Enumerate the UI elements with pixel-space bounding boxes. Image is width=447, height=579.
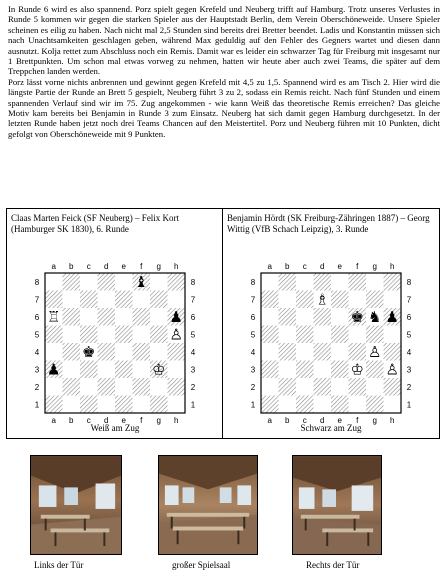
board-square [168,378,186,396]
board-square [296,273,314,291]
board-square [115,343,133,361]
file-label: d [104,416,109,425]
file-label: c [302,262,307,271]
board-square [150,343,168,361]
board-square [80,273,98,291]
file-label: h [390,262,395,271]
board-square [168,273,186,291]
board-square [331,396,349,414]
board-square [296,361,314,379]
board-square [45,396,63,414]
board-square [279,326,297,344]
file-label: b [69,416,74,425]
board-square [384,291,402,309]
board-square [279,308,297,326]
black-bishop-piece: ♝ [134,272,148,291]
photo-main-hall [158,455,258,555]
board-square [261,361,279,379]
board-square [366,361,384,379]
board-square [150,396,168,414]
board-square [279,273,297,291]
white-king-piece: ♔ [350,360,364,379]
file-label: b [285,416,290,425]
file-label: g [156,416,161,425]
file-label: e [337,262,342,271]
report-paragraph-1: In Runde 6 wird es also spannend. Porz spielt gegen Krefeld und Neuberg trifft auf Hamburg. Trotz unseres Verlustes in Runde 5 kommen wir gegen die starken Spieler aus der Hauptstadt Berlin, dem Verein Oberschöneweide. Unsere Spieler scheinen es eilig zu haben. Nach nicht mal 2,5 Stunden sind bereits drei Bretter beendet. Ladis und Konstantin müssen sich nach Unachtsamkeiten geschlagen geben, während Max geduldig auf den Fehler des Gegners wartet und diesen dann ausnutzt. Kolja rettet zum Abschluss noch ein Remis. Damit war es leider ein schwarzer Tag für Freiburg mit insgesamt nur 1 Brettpunkten. Um schon mal etwas vorweg zu nehmen, hatten wir heute aber auch zwei Teams, die später auf dem Treppchen landen werden. [8,4,440,77]
file-label: e [337,416,342,425]
white-bishop-piece: ♗ [315,290,329,309]
file-label: h [174,262,179,271]
board-square [314,378,332,396]
diagram-title: Claas Marten Feick (SF Neuberg) – Felix Kort (Hamburger SK 1830), 6. Runde [11,213,180,234]
board-square [314,308,332,326]
photo-caption: Links der Tür [34,560,84,570]
rank-label: 5 [406,330,412,340]
board-square [296,291,314,309]
rank-label: 3 [406,365,412,375]
board-square [349,326,367,344]
board-square [314,343,332,361]
board-square [314,361,332,379]
file-label: a [51,416,56,425]
board-square [115,326,133,344]
board-square [384,343,402,361]
board-square [98,396,116,414]
board-square [279,291,297,309]
black-king-piece: ♚ [350,307,364,326]
board-square [349,378,367,396]
board-square [261,378,279,396]
board-square [133,343,151,361]
board-square [168,396,186,414]
board-square [98,343,116,361]
file-label: c [86,416,91,425]
file-label: d [104,262,109,271]
black-pawn-piece: ♟ [385,307,399,326]
board-square [331,326,349,344]
board-square [45,273,63,291]
rank-label: 3 [190,365,196,375]
board-square [63,343,81,361]
file-label: h [174,416,179,425]
black-pawn-piece: ♟ [47,360,61,379]
board-square [63,308,81,326]
report-paragraph-2: Porz lässt vorne nichts anbrennen und gewinnt gegen Krefeld mit 4,5 zu 1,5. Spannend wird es am Tisch 2. Hier wird die längste Partie der Runde an Brett 5 gespielt, Neuberg führt 3 zu 2, sodass ein Remis reicht. Nach fünf Stunden und einem spannenden Verlauf sind wir im 75. Zug angekommen - wie kann Weiß das theoretische Remis erreichen? Das gleiche Motiv kam bereits bei Benjamin in Runde 3 zum Einsatz. Neuberg hat sich damit gegen Hamburg durchgesetzt. In der letzten Runde haben jetzt noch drei Teams Chancen auf den Meistertitel. Porz und Neuberg führen mit 10 Punkten, dicht gefolgt von Oberschöneweide mit 9 Punkten. [8,76,440,139]
rank-label: 5 [190,330,196,340]
rank-label: 5 [250,330,256,340]
rank-label: 8 [34,277,40,287]
rank-label: 5 [34,330,40,340]
diagram-caption: Weiß am Zug [90,423,140,433]
board-square [63,326,81,344]
board-square [45,291,63,309]
file-label: f [356,262,359,271]
board-square [45,343,63,361]
file-label: g [372,262,377,271]
board-square [80,291,98,309]
rank-label: 6 [34,312,40,322]
rank-label: 4 [406,347,412,357]
black-king-piece: ♚ [82,342,96,361]
board-square [296,378,314,396]
board-square [150,308,168,326]
board-square [296,396,314,414]
file-label: f [140,416,143,425]
white-rook-piece: ♖ [47,307,61,326]
board-square [45,326,63,344]
board-square [115,308,133,326]
board-square [45,378,63,396]
board-square [261,291,279,309]
board-square [133,378,151,396]
white-king-piece: ♔ [152,360,166,379]
board-square [296,326,314,344]
board-square [366,273,384,291]
board-square [349,396,367,414]
board-square [98,291,116,309]
rank-label: 8 [406,277,412,287]
board-square [98,308,116,326]
file-label: c [302,416,307,425]
board-square [98,361,116,379]
diagram-caption: Schwarz am Zug [300,423,362,433]
board-square [150,273,168,291]
black-knight-piece: ♞ [368,307,382,326]
board-square [80,308,98,326]
rank-label: 1 [406,400,412,410]
rank-label: 1 [250,400,256,410]
board-square [314,326,332,344]
file-label: f [140,262,143,271]
rank-label: 6 [250,312,256,322]
board-square [261,308,279,326]
board-square [168,291,186,309]
board-square [366,326,384,344]
photo-right-of-door [292,455,382,555]
file-label: d [320,262,325,271]
file-label: g [372,416,377,425]
board-square [261,343,279,361]
board-square [296,343,314,361]
board-square [150,378,168,396]
rank-label: 6 [406,312,412,322]
file-label: a [51,262,56,271]
board-square [150,291,168,309]
board-square [133,396,151,414]
photo-caption: Rechts der Tür [306,560,360,570]
board-square [63,273,81,291]
board-square [98,326,116,344]
board-square [80,361,98,379]
board-square [133,326,151,344]
board-square [366,396,384,414]
file-label: g [156,262,161,271]
rank-label: 3 [250,365,256,375]
board-square [366,291,384,309]
board-square [168,361,186,379]
chess-board-1 [27,257,197,427]
white-pawn-piece: ♙ [169,325,183,344]
board-square [314,273,332,291]
board-square [279,396,297,414]
file-label: e [121,416,126,425]
diagram-panel-2 [223,209,439,438]
board-square [133,308,151,326]
board-square [279,378,297,396]
board-square [349,343,367,361]
board-square [115,396,133,414]
report-text [8,4,440,139]
file-label: b [285,262,290,271]
board-square [331,361,349,379]
board-square [115,378,133,396]
rank-label: 1 [34,400,40,410]
diagram-title: Benjamin Hördt (SK Freiburg-Zähringen 1887) – Georg Wittig (VfB Schach Leipzig), 3. Runde [227,213,430,234]
board-square [150,326,168,344]
board-square [98,378,116,396]
board-square [115,273,133,291]
rank-label: 2 [190,382,196,392]
rank-label: 7 [250,295,256,305]
board-square [384,378,402,396]
board-square [384,396,402,414]
rank-label: 4 [34,347,40,357]
file-label: f [356,416,359,425]
board-square [133,291,151,309]
board-square [261,396,279,414]
rank-label: 6 [190,312,196,322]
board-square [331,378,349,396]
photo-caption: großer Spielsaal [172,560,231,570]
board-square [80,326,98,344]
chess-board-svg [243,257,413,427]
board-square [366,378,384,396]
rank-label: 7 [34,295,40,305]
file-label: h [390,416,395,425]
rank-label: 4 [190,347,196,357]
chess-board-svg [27,257,197,427]
photo-left-of-door [30,455,122,555]
board-square [80,396,98,414]
board-square [349,273,367,291]
rank-label: 7 [406,295,412,305]
board-square [331,308,349,326]
board-square [384,326,402,344]
board-square [279,343,297,361]
black-pawn-piece: ♟ [169,307,183,326]
board-square [80,378,98,396]
rank-label: 4 [250,347,256,357]
board-square [63,361,81,379]
board-square [261,273,279,291]
chess-board-2 [243,257,413,427]
file-label: c [86,262,91,271]
diagram-panel-1 [7,209,223,438]
board-square [115,291,133,309]
file-label: a [267,262,272,271]
white-pawn-piece: ♙ [385,360,399,379]
board-square [349,291,367,309]
rank-label: 8 [250,277,256,287]
file-label: a [267,416,272,425]
rank-label: 2 [250,382,256,392]
board-square [279,361,297,379]
board-square [133,361,151,379]
board-square [261,326,279,344]
board-square [296,308,314,326]
board-square [331,273,349,291]
rank-label: 7 [190,295,196,305]
rank-label: 2 [406,382,412,392]
rank-label: 8 [190,277,196,287]
file-label: e [121,262,126,271]
board-square [63,396,81,414]
rank-label: 3 [34,365,40,375]
board-square [331,291,349,309]
board-square [115,361,133,379]
file-label: d [320,416,325,425]
white-pawn-piece: ♙ [368,342,382,361]
board-square [331,343,349,361]
board-square [168,343,186,361]
board-square [63,291,81,309]
board-square [98,273,116,291]
rank-label: 2 [34,382,40,392]
board-square [314,396,332,414]
file-label: b [69,262,74,271]
board-square [384,273,402,291]
board-square [63,378,81,396]
rank-label: 1 [190,400,196,410]
diagram-panels [6,208,440,439]
